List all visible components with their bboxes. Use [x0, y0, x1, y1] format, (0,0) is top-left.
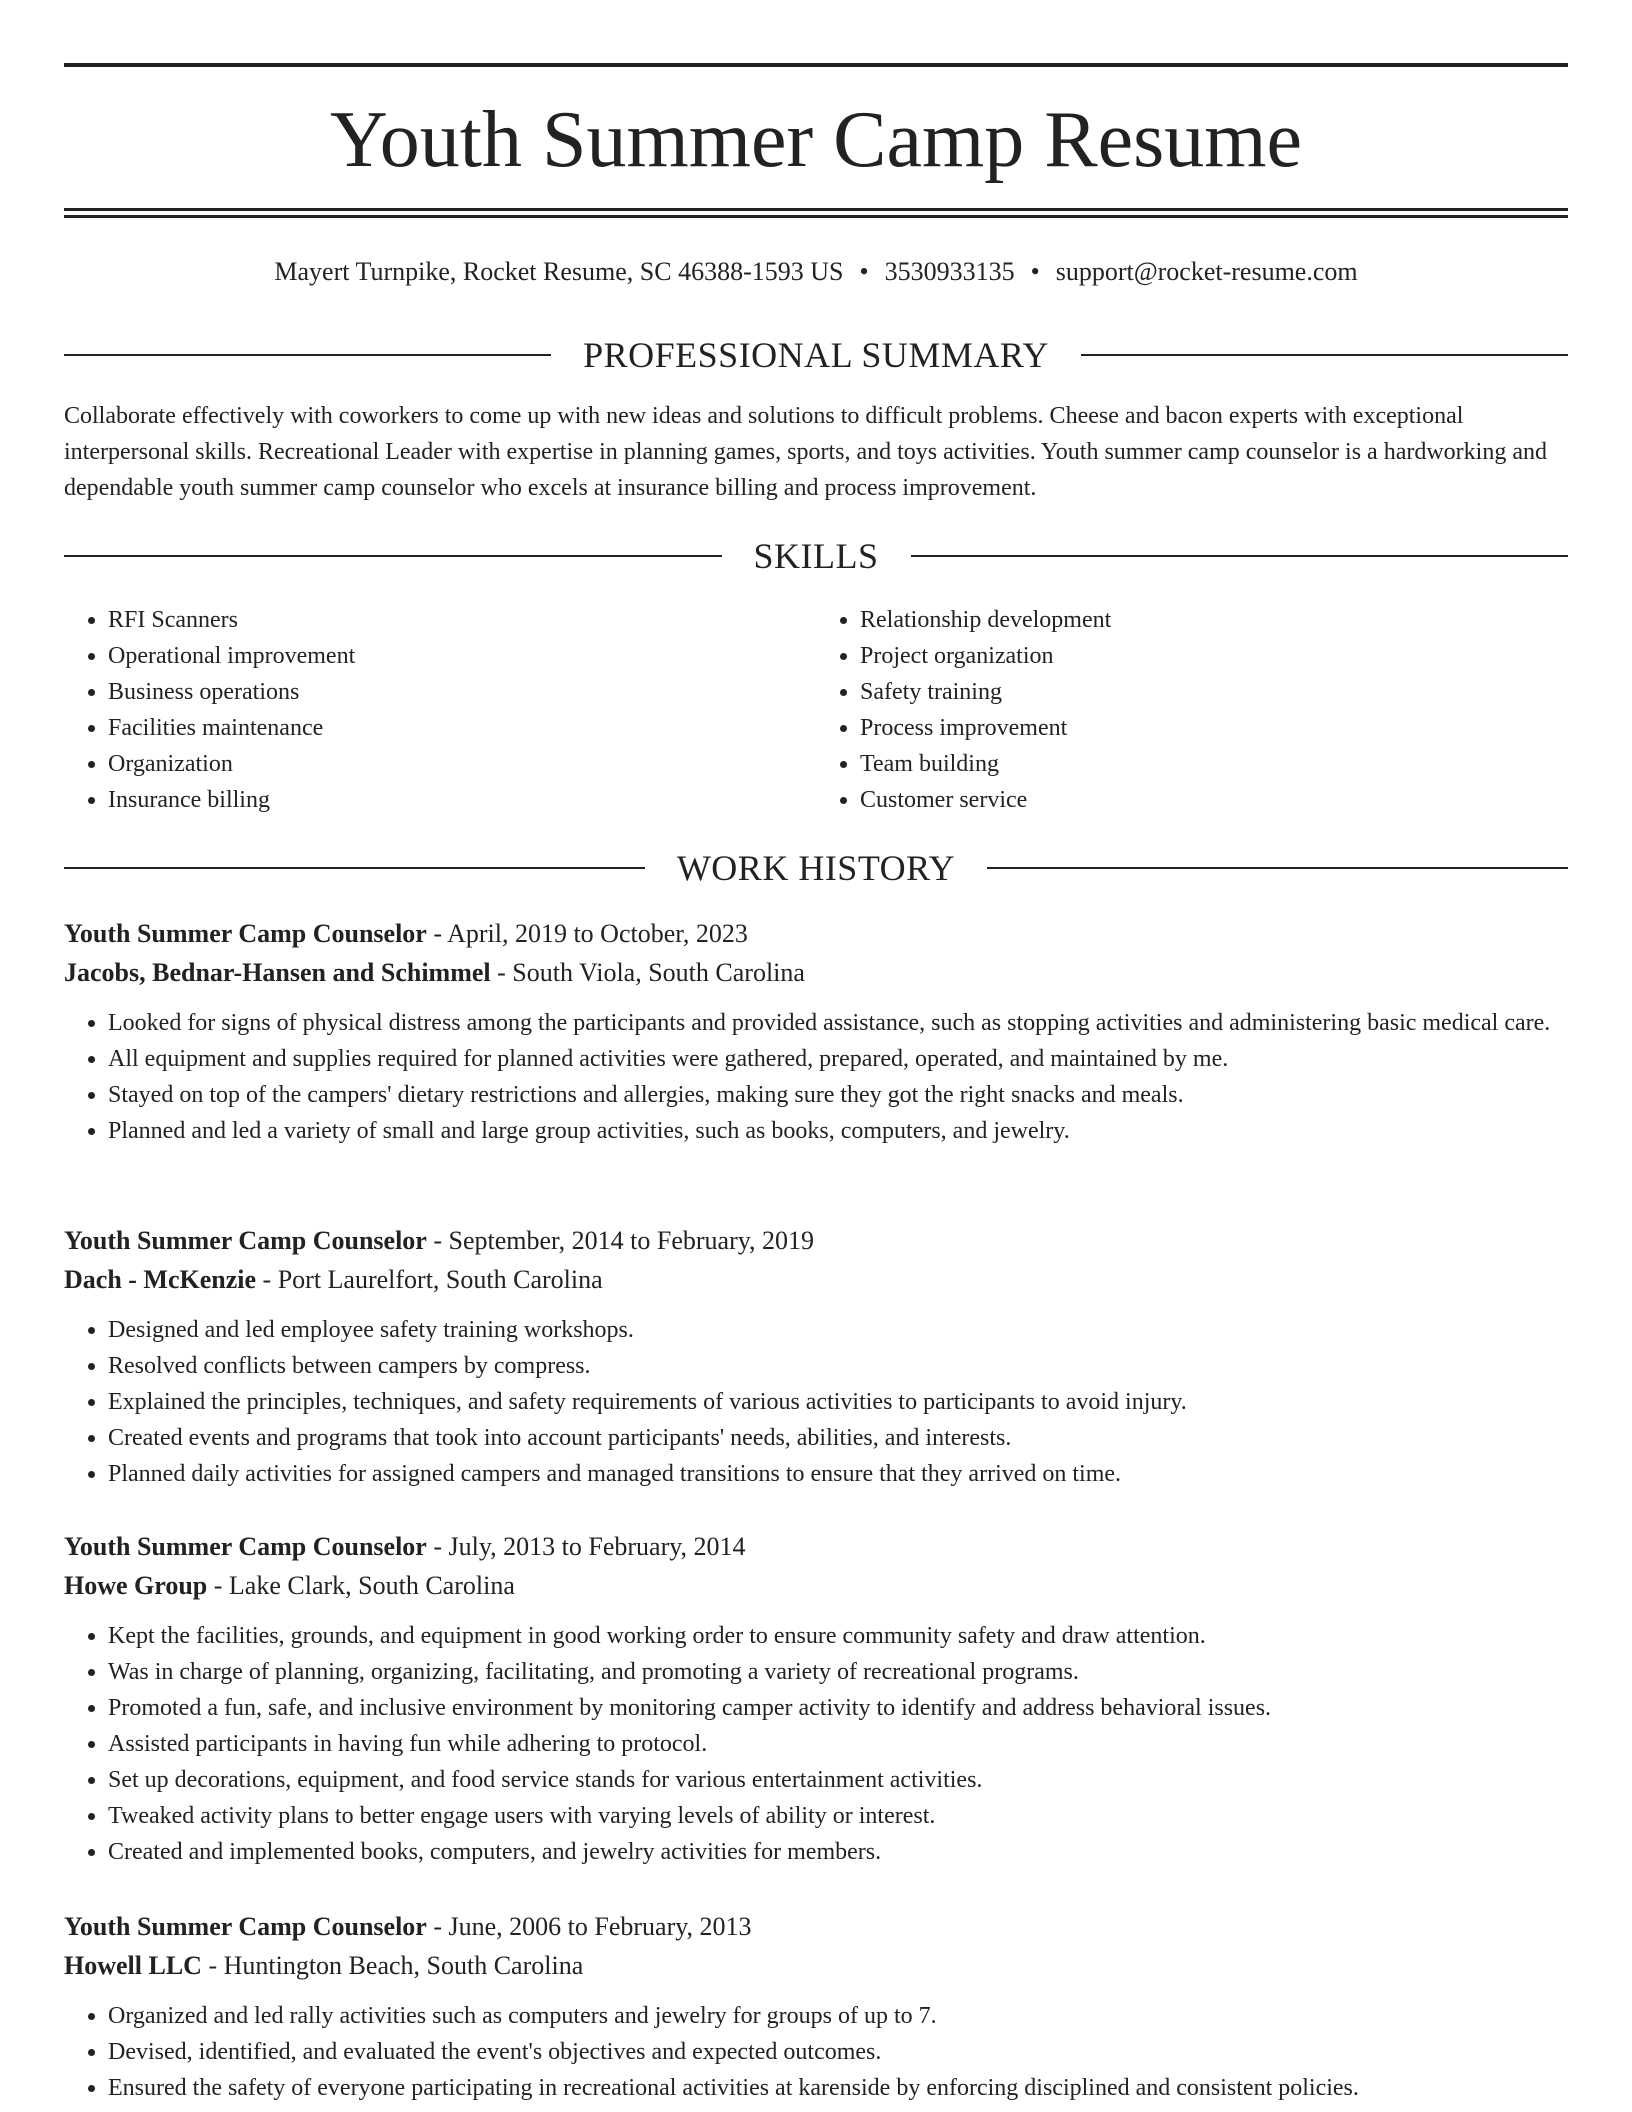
skill-item: • Relationship development — [860, 602, 1568, 638]
job-bullet: • Created events and programs that took into account participants' needs, abilities, and interests. — [108, 1420, 1568, 1456]
job-bullet: • Created and implemented books, computers, and jewelry activities for members. — [108, 1834, 1568, 1870]
section-rule — [911, 555, 1569, 557]
skill-item: • Project organization — [860, 638, 1568, 674]
job-bullet: • Ensured the safety of everyone participating in recreational activities at karenside by enforcing disciplined and consistent policies. — [108, 2070, 1568, 2106]
job-title-line — [64, 1527, 1568, 1567]
job-bullet: • Stayed on top of the campers' dietary restrictions and allergies, making sure they got the right snacks and meals. — [108, 1077, 1568, 1113]
job-bullet: • Set up decorations, equipment, and food service stands for various entertainment activities. — [108, 1762, 1568, 1798]
contact-line — [64, 254, 1568, 290]
job-bullet: • Devised, identified, and evaluated the event's objectives and expected outcomes. — [108, 2034, 1568, 2070]
job-location: - Huntington Beach, South Carolina — [201, 1951, 584, 1980]
job-title-line — [64, 1907, 1568, 1947]
section-title: SKILLS — [753, 536, 879, 576]
skill-item: • Insurance billing — [108, 782, 816, 818]
skill-item: • Operational improvement — [108, 638, 816, 674]
summary-text: Collaborate effectively with coworkers to come up with new ideas and solutions to difficult problems. Cheese and bacon experts with exceptional interpersonal skills. Recreational Leader with expertise in planning games, sports, and toys activities. Youth summer camp counselor is a hardworking and dependable youth summer camp counselor who excels at insurance billing and process improvement. — [64, 403, 1547, 501]
section-rule — [987, 867, 1568, 869]
job-company-line — [64, 953, 1568, 993]
job-company-line — [64, 1946, 1568, 1986]
job-bullet: • Planned and led a variety of small and large group activities, such as books, computers, and jewelry. — [108, 1113, 1568, 1149]
job-location: - South Viola, South Carolina — [490, 958, 805, 987]
job-company: Howe Group — [64, 1571, 208, 1600]
contact-separator: • — [859, 257, 869, 286]
contact-phone: 3530933135 — [884, 257, 1015, 286]
job-bullet: • Was in charge of planning, organizing, facilitating, and promoting a variety of recreational programs. — [108, 1654, 1568, 1690]
job-bullets — [64, 1998, 1568, 2106]
contact-address: Mayert Turnpike, Rocket Resume, SC 46388-1593 US — [274, 257, 844, 286]
job-company-line — [64, 1566, 1568, 1606]
job-company-line — [64, 1260, 1568, 1300]
skill-item: • Process improvement — [860, 710, 1568, 746]
skill-item: • Customer service — [860, 782, 1568, 818]
section-title: PROFESSIONAL SUMMARY — [583, 335, 1049, 375]
section-title: WORK HISTORY — [676, 848, 956, 888]
section-header-work — [64, 846, 1568, 890]
section-rule — [64, 354, 551, 356]
job-location: - Port Laurelfort, South Carolina — [256, 1265, 603, 1294]
job-entry — [64, 1907, 1568, 2106]
job-entry — [64, 1527, 1568, 1870]
skill-item: • Safety training — [860, 674, 1568, 710]
skills-list — [64, 602, 1568, 818]
job-location: - Lake Clark, South Carolina — [207, 1571, 515, 1600]
job-bullet: • Explained the principles, techniques, and safety requirements of various activities to participants to avoid injury. — [108, 1384, 1568, 1420]
job-bullet: • Designed and led employee safety training workshops. — [108, 1312, 1568, 1348]
job-bullet: • Looked for signs of physical distress among the participants and provided assistance, such as stopping activities and administering basic medical care. — [108, 1005, 1568, 1041]
job-company: Howell LLC — [64, 1951, 202, 1980]
contact-email: support@rocket-resume.com — [1055, 257, 1358, 286]
job-company: Dach - McKenzie — [64, 1265, 257, 1294]
job-bullet: • All equipment and supplies required for planned activities were gathered, prepared, operated, and maintained by me. — [108, 1041, 1568, 1077]
job-company: Jacobs, Bednar-Hansen and Schimmel — [64, 958, 491, 987]
section-rule — [64, 555, 722, 557]
job-bullets — [64, 1312, 1568, 1492]
job-title: Youth Summer Camp Counselor — [64, 1532, 427, 1561]
section-header-summary — [64, 333, 1568, 377]
job-bullet: • Organized and led rally activities such as computers and jewelry for groups of up to 7. — [108, 1998, 1568, 2034]
skills-column-right — [816, 602, 1568, 818]
skill-item: • RFI Scanners — [108, 602, 816, 638]
job-bullet: • Planned daily activities for assigned campers and managed transitions to ensure that they arrived on time. — [108, 1456, 1568, 1492]
job-title-line — [64, 1221, 1568, 1261]
job-bullet: • Tweaked activity plans to better engage users with varying levels of ability or interest. — [108, 1798, 1568, 1834]
skill-item: • Facilities maintenance — [108, 710, 816, 746]
resume-title: Youth Summer Camp Resume — [330, 96, 1302, 184]
skill-item: • Business operations — [108, 674, 816, 710]
job-bullet: • Assisted participants in having fun while adhering to protocol. — [108, 1726, 1568, 1762]
job-dates: - July, 2013 to February, 2014 — [426, 1532, 746, 1561]
skills-column-left — [64, 602, 816, 818]
job-title-line — [64, 914, 1568, 954]
top-rule — [64, 63, 1568, 67]
job-bullet: • Resolved conflicts between campers by compress. — [108, 1348, 1568, 1384]
skill-item: • Organization — [108, 746, 816, 782]
job-title: Youth Summer Camp Counselor — [64, 1912, 427, 1941]
job-entry — [64, 1221, 1568, 1492]
job-dates: - April, 2019 to October, 2023 — [426, 919, 748, 948]
job-dates: - September, 2014 to February, 2019 — [426, 1226, 815, 1255]
job-bullets — [64, 1005, 1568, 1149]
section-rule — [1081, 354, 1568, 356]
job-title: Youth Summer Camp Counselor — [64, 919, 427, 948]
job-title: Youth Summer Camp Counselor — [64, 1226, 427, 1255]
section-header-skills — [64, 534, 1568, 578]
job-bullets — [64, 1618, 1568, 1870]
job-dates: - June, 2006 to February, 2013 — [426, 1912, 752, 1941]
contact-separator: • — [1030, 257, 1040, 286]
job-bullet: • Promoted a fun, safe, and inclusive environment by monitoring camper activity to identify and address behavioral issues. — [108, 1690, 1568, 1726]
skill-item: • Team building — [860, 746, 1568, 782]
title-double-rule — [64, 208, 1568, 218]
job-bullet: • Kept the facilities, grounds, and equipment in good working order to ensure community safety and draw attention. — [108, 1618, 1568, 1654]
job-entry — [64, 914, 1568, 1149]
section-rule — [64, 867, 645, 869]
